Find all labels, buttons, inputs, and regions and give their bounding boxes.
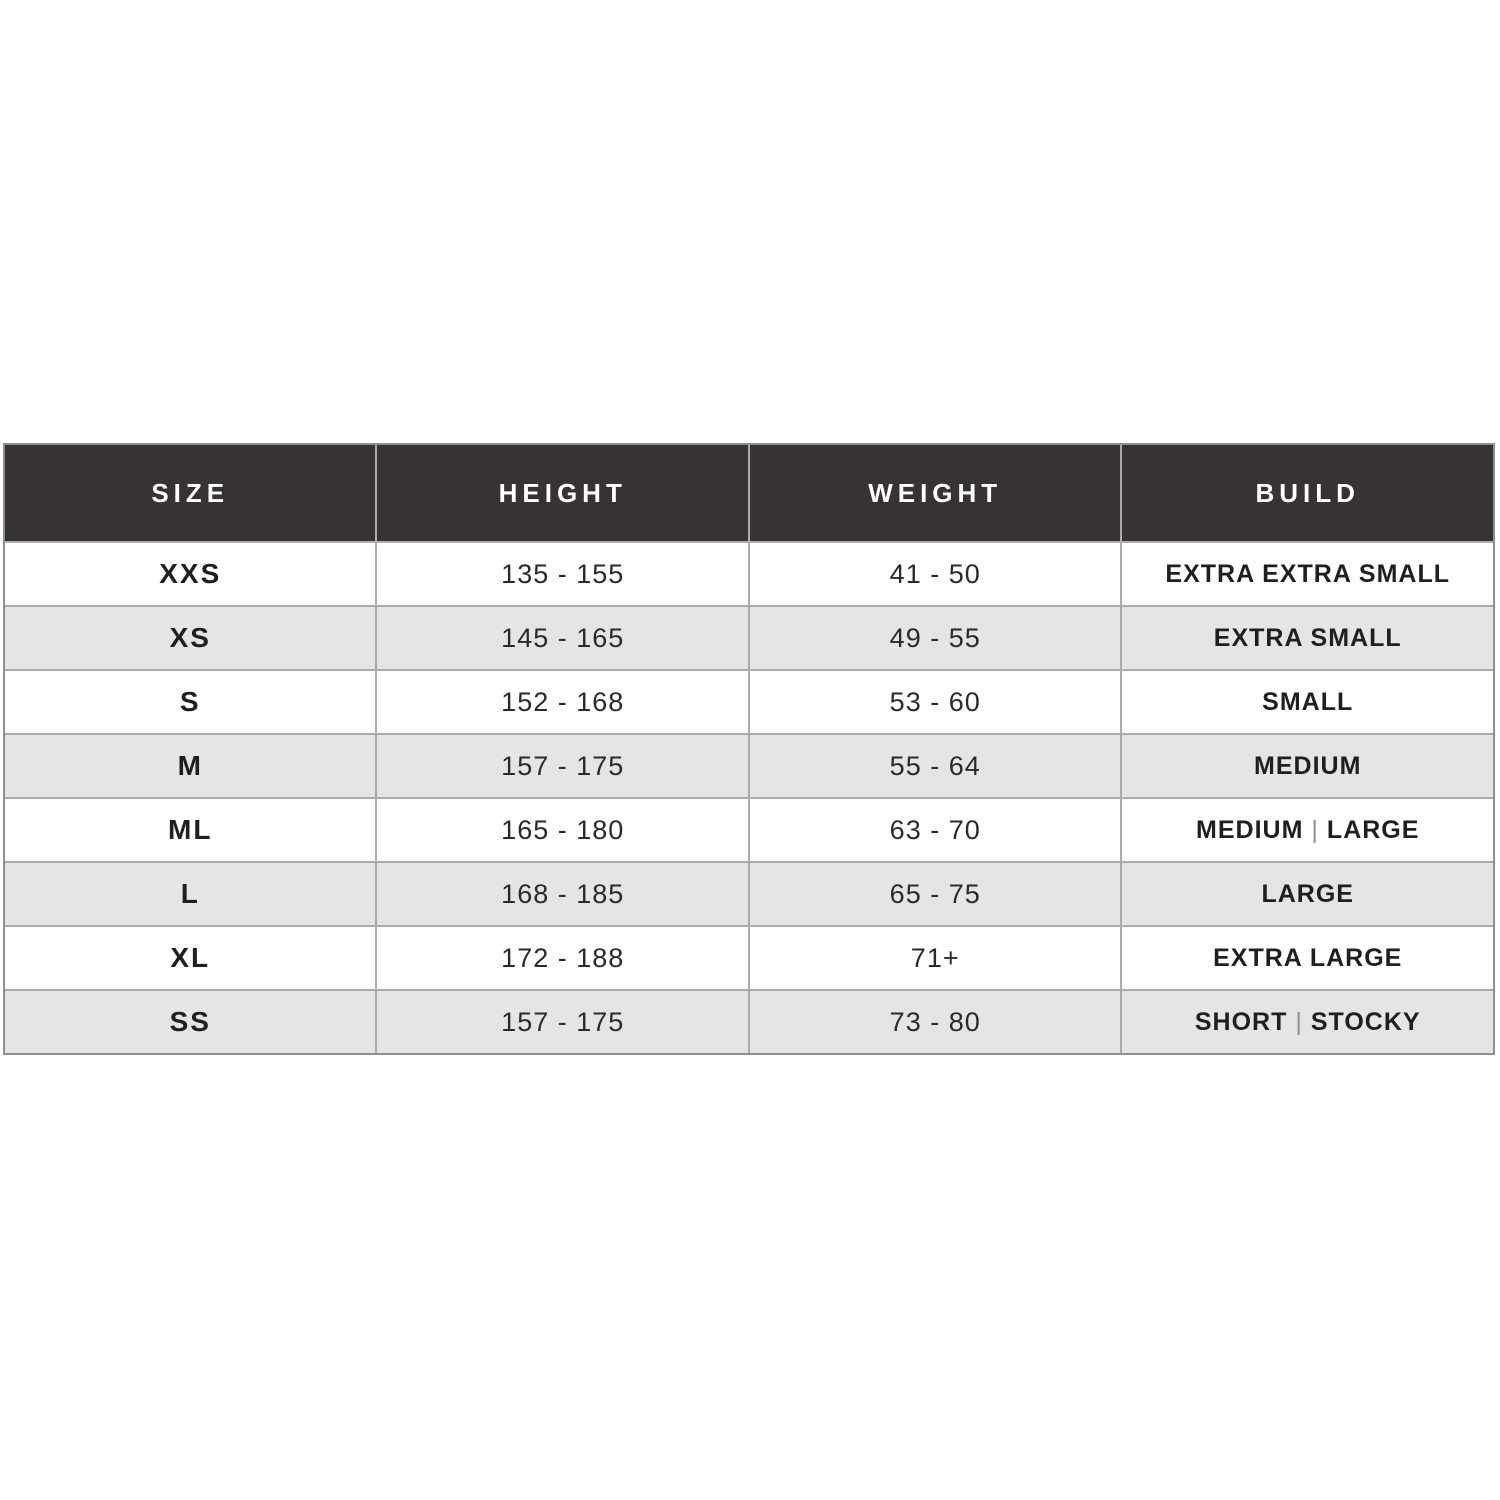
size-cell: SS bbox=[5, 991, 377, 1053]
build-cell: LARGE bbox=[1122, 863, 1493, 927]
table-header bbox=[5, 445, 1493, 543]
table-body bbox=[5, 543, 1493, 1053]
column-header-height: HEIGHT bbox=[377, 445, 749, 543]
pipe-divider: | bbox=[1311, 815, 1319, 844]
height-cell: 135 - 155 bbox=[377, 543, 749, 607]
weight-cell: 65 - 75 bbox=[750, 863, 1122, 927]
height-cell: 152 - 168 bbox=[377, 671, 749, 735]
build-cell: EXTRA SMALL bbox=[1122, 607, 1493, 671]
size-chart-table bbox=[3, 443, 1495, 1055]
weight-cell: 73 - 80 bbox=[750, 991, 1122, 1053]
weight-cell: 55 - 64 bbox=[750, 735, 1122, 799]
build-cell: SMALL bbox=[1122, 671, 1493, 735]
weight-cell: 71+ bbox=[750, 927, 1122, 991]
height-cell: 157 - 175 bbox=[377, 735, 749, 799]
size-cell: XL bbox=[5, 927, 377, 991]
height-cell: 172 - 188 bbox=[377, 927, 749, 991]
table-row-l bbox=[5, 863, 1493, 927]
size-cell: XXS bbox=[5, 543, 377, 607]
build-cell: SHORT | STOCKY bbox=[1122, 991, 1493, 1053]
column-header-build: BUILD bbox=[1122, 445, 1493, 543]
column-header-weight: WEIGHT bbox=[750, 445, 1122, 543]
table-row-xl bbox=[5, 927, 1493, 991]
build-cell: EXTRA LARGE bbox=[1122, 927, 1493, 991]
table-row-xs bbox=[5, 607, 1493, 671]
pipe-divider: | bbox=[1295, 1007, 1303, 1036]
table-row-s bbox=[5, 671, 1493, 735]
size-cell: ML bbox=[5, 799, 377, 863]
header-row bbox=[5, 445, 1493, 543]
weight-cell: 63 - 70 bbox=[750, 799, 1122, 863]
height-cell: 165 - 180 bbox=[377, 799, 749, 863]
build-cell: MEDIUM bbox=[1122, 735, 1493, 799]
height-cell: 168 - 185 bbox=[377, 863, 749, 927]
size-cell: S bbox=[5, 671, 377, 735]
size-cell: XS bbox=[5, 607, 377, 671]
height-cell: 145 - 165 bbox=[377, 607, 749, 671]
column-header-size: SIZE bbox=[5, 445, 377, 543]
table-row-m bbox=[5, 735, 1493, 799]
weight-cell: 41 - 50 bbox=[750, 543, 1122, 607]
height-cell: 157 - 175 bbox=[377, 991, 749, 1053]
build-cell: MEDIUM | LARGE bbox=[1122, 799, 1493, 863]
weight-cell: 53 - 60 bbox=[750, 671, 1122, 735]
weight-cell: 49 - 55 bbox=[750, 607, 1122, 671]
build-cell: EXTRA EXTRA SMALL bbox=[1122, 543, 1493, 607]
table-row-xxs bbox=[5, 543, 1493, 607]
table-row-ml bbox=[5, 799, 1493, 863]
size-cell: M bbox=[5, 735, 377, 799]
size-cell: L bbox=[5, 863, 377, 927]
table-row-ss bbox=[5, 991, 1493, 1053]
